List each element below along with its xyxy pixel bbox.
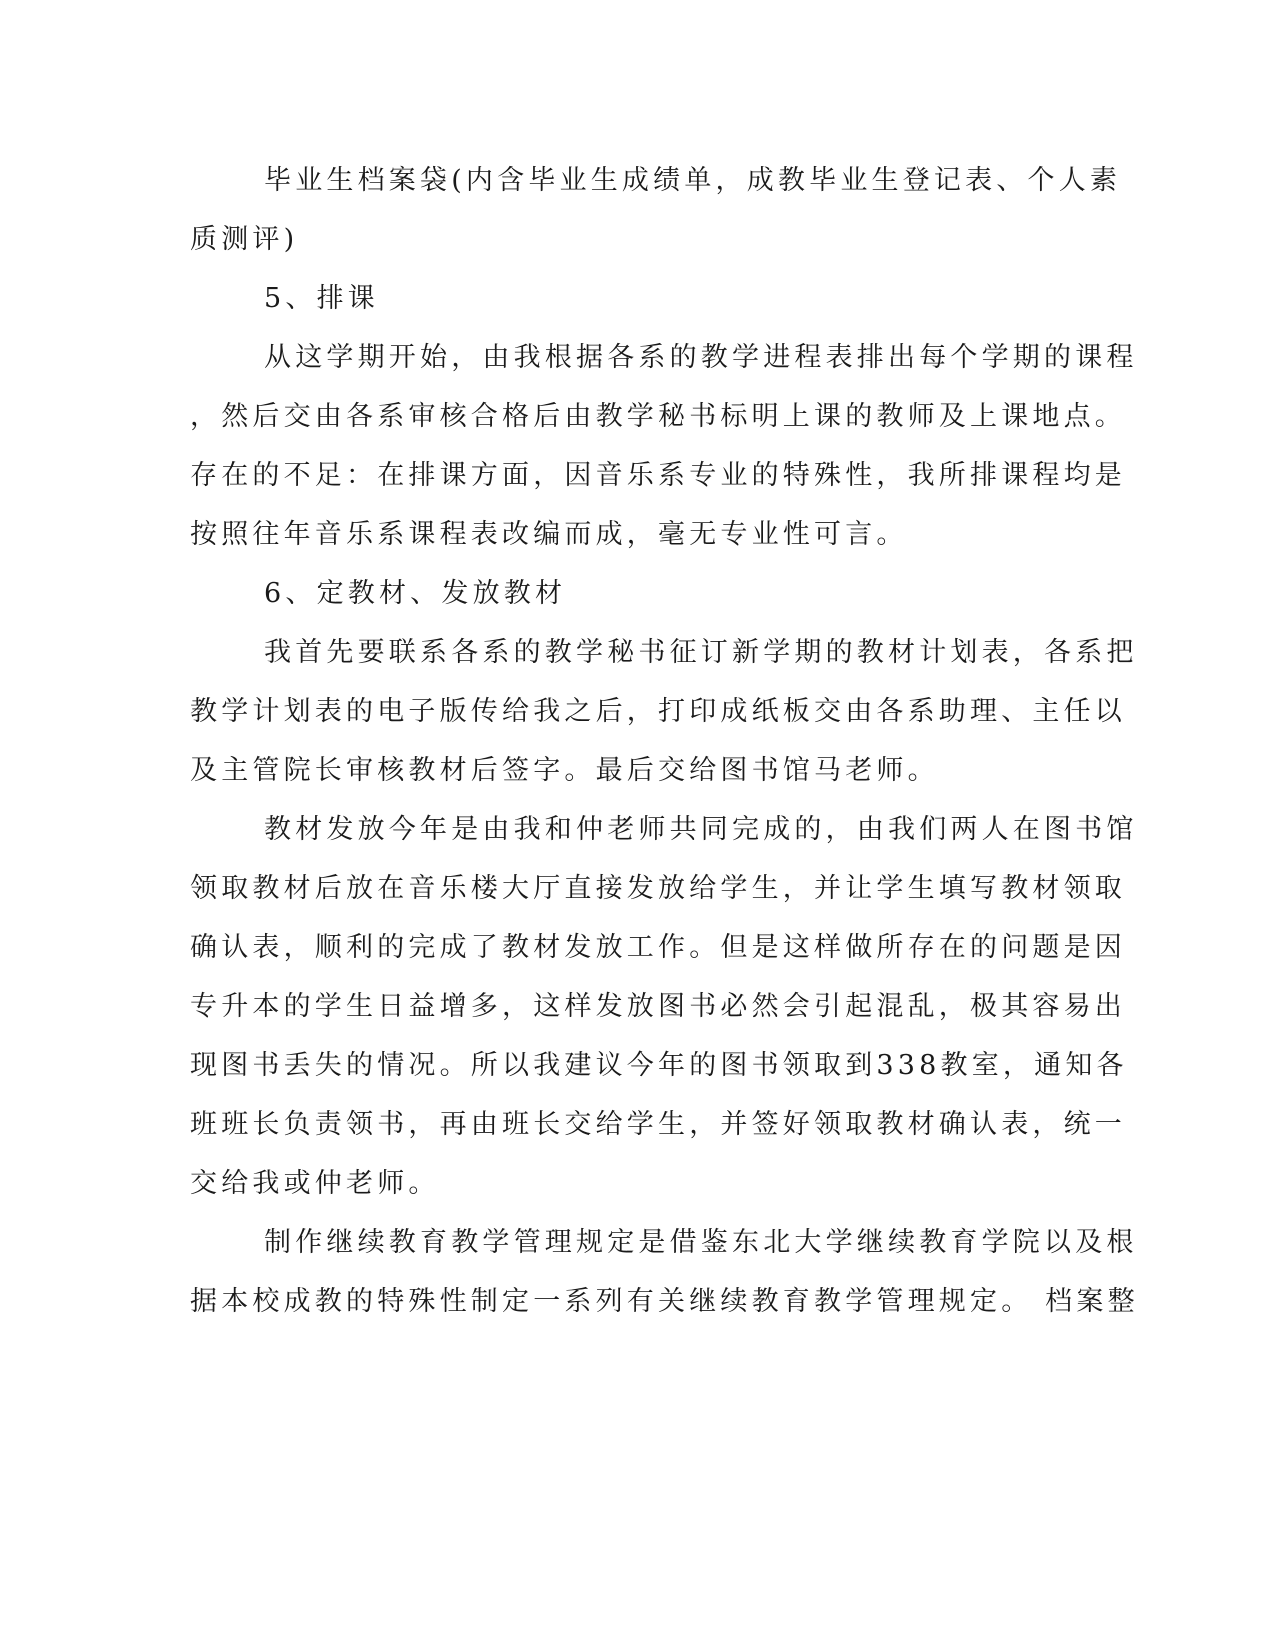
paragraph-line: 确认表，顺利的完成了教材发放工作。但是这样做所存在的问题是因	[190, 932, 1126, 963]
paragraph-line: ，然后交由各系审核合格后由教学秘书标明上课的教师及上课地点。	[190, 401, 1126, 432]
paragraph-line: 教学计划表的电子版传给我之后，打印成纸板交由各系助理、主任以	[190, 696, 1126, 727]
paragraph-line: 我首先要联系各系的教学秘书征订新学期的教材计划表，各系把	[264, 637, 1138, 668]
paragraph-line: 毕业生档案袋(内含毕业生成绩单，成教毕业生登记表、个人素	[264, 165, 1122, 196]
paragraph-line: 班班长负责领书，再由班长交给学生，并签好领取教材确认表，统一	[190, 1109, 1126, 1140]
paragraph-line: 交给我或仲老师。	[190, 1168, 440, 1199]
paragraph-line: 及主管院长审核教材后签字。最后交给图书馆马老师。	[190, 755, 939, 786]
paragraph-line: 按照往年音乐系课程表改编而成，毫无专业性可言。	[190, 519, 908, 550]
section-heading-6: 6、定教材、发放教材	[264, 578, 567, 609]
section-heading-5: 5、排课	[264, 283, 379, 314]
paragraph-line: 存在的不足：在排课方面，因音乐系专业的特殊性，我所排课程均是	[190, 460, 1126, 491]
paragraph-line: 专升本的学生日益增多，这样发放图书必然会引起混乱，极其容易出	[190, 991, 1126, 1022]
paragraph-line: 据本校成教的特殊性制定一系列有关继续教育教学管理规定。 档案整	[190, 1286, 1139, 1317]
paragraph-line: 领取教材后放在音乐楼大厅直接发放给学生，并让学生填写教材领取	[190, 873, 1126, 904]
paragraph-line: 从这学期开始，由我根据各系的教学进程表排出每个学期的课程	[264, 342, 1138, 373]
paragraph-line: 制作继续教育教学管理规定是借鉴东北大学继续教育学院以及根	[264, 1227, 1138, 1258]
paragraph-line: 质测评)	[190, 224, 299, 255]
paragraph-line: 现图书丢失的情况。所以我建议今年的图书领取到338教室，通知各	[190, 1050, 1128, 1081]
paragraph-line: 教材发放今年是由我和仲老师共同完成的，由我们两人在图书馆	[264, 814, 1138, 845]
